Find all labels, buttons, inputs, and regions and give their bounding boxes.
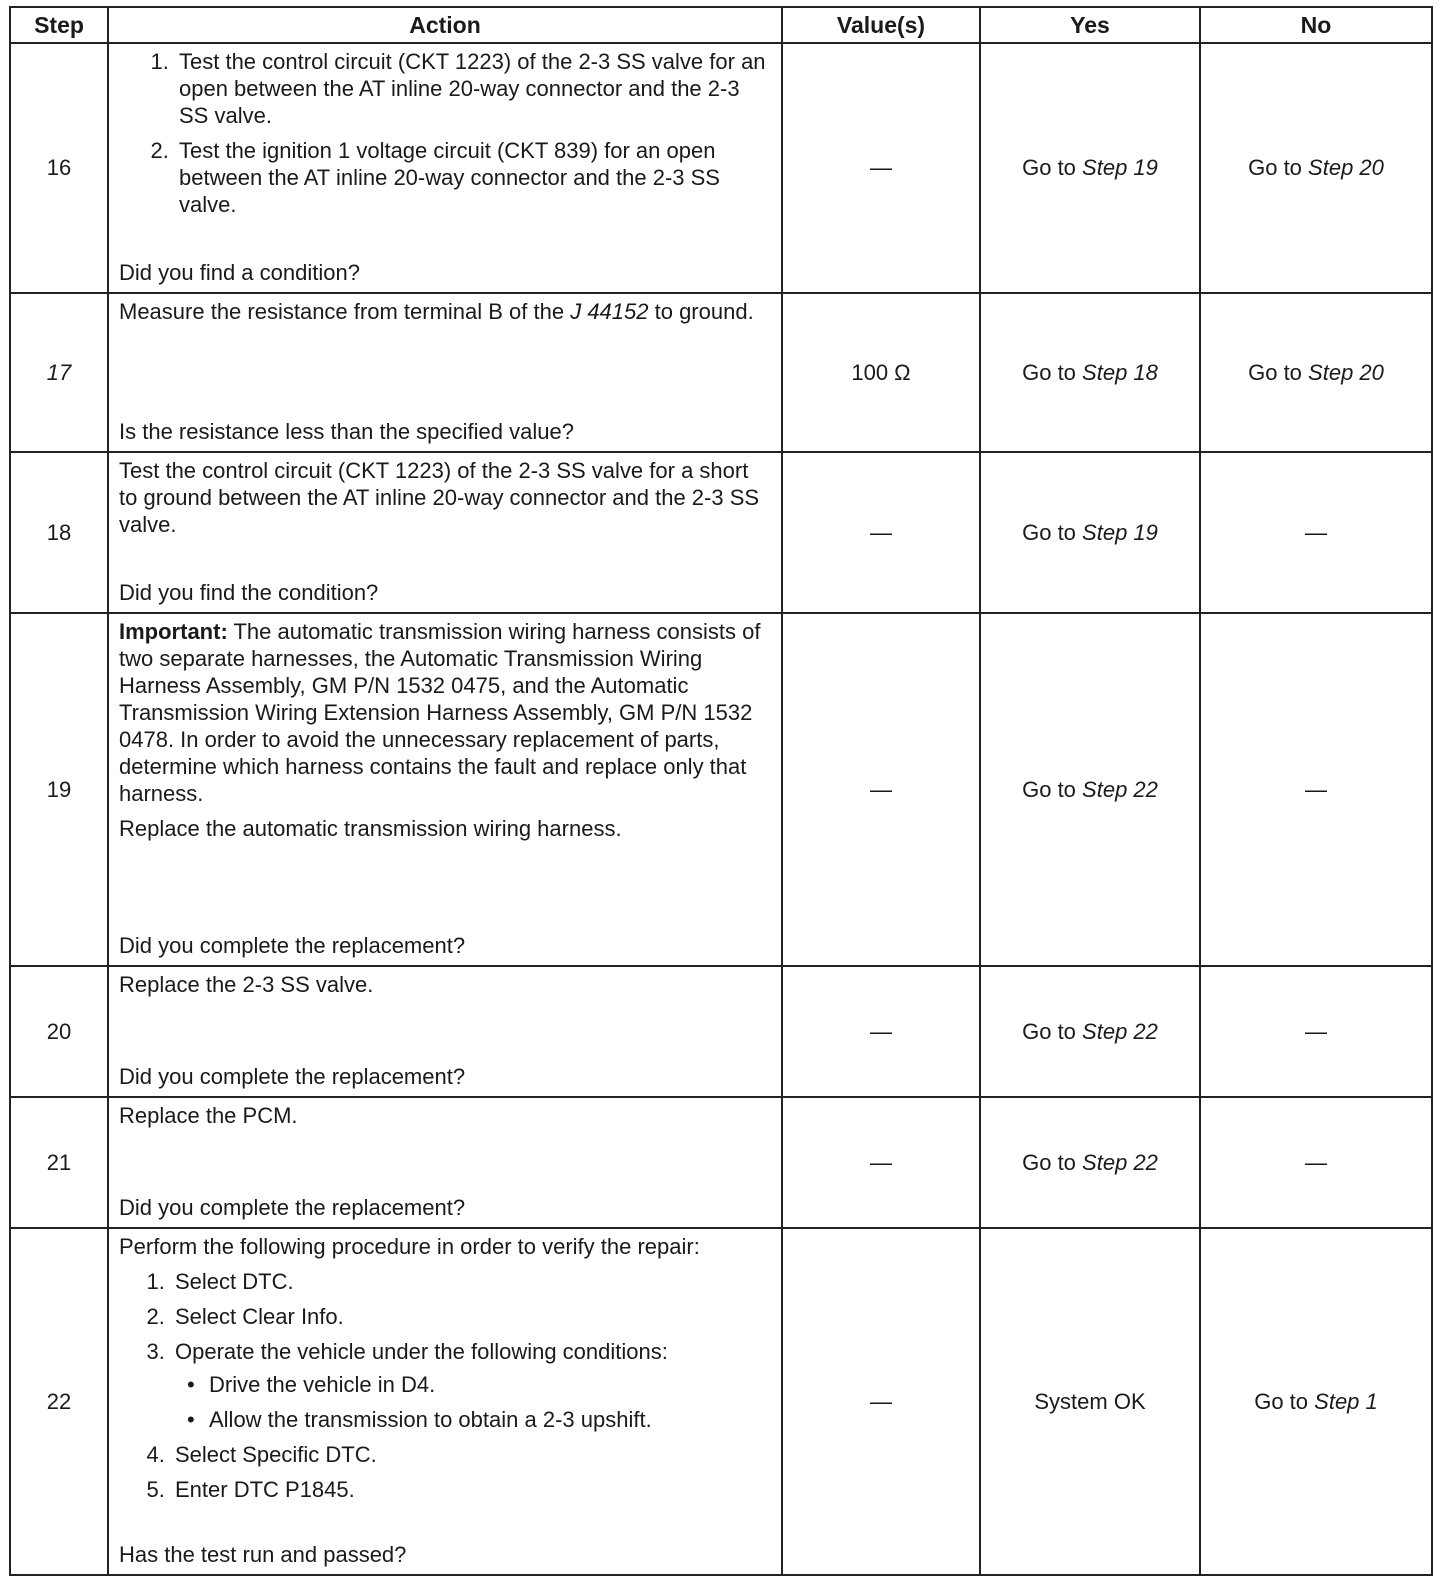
action-intro: Perform the following procedure in order to verify the repair: — [119, 1234, 700, 1259]
action-steps — [119, 48, 771, 218]
step-reference: Step 1 — [1314, 1388, 1378, 1414]
bullet-item: • Allow the transmission to obtain a 2-3 upshift. — [205, 1406, 771, 1433]
diagnostic-table — [9, 6, 1433, 1576]
action-cell — [108, 293, 782, 452]
step-number: 20 — [10, 966, 108, 1097]
action-body — [119, 618, 771, 850]
tool-reference: J 44152 — [570, 299, 649, 324]
value-cell: — — [782, 1097, 980, 1228]
step-reference: Step 22 — [1082, 1018, 1158, 1044]
value-cell: — — [782, 452, 980, 613]
no-cell — [1200, 293, 1432, 452]
list-item — [171, 1338, 771, 1433]
action-cell — [108, 452, 782, 613]
important-text: The automatic transmission wiring harness consists of two separate harnesses, the Automatic Transmission Wiring Harness Assembly, GM P/N 1532 0475, and the Automatic Transmission Wiring Extension Harness Assembly, GM P/N 1532 0478. In order to avoid the unnecessary replacement of parts, determine which harness contains the fault and replace only that harness. — [119, 619, 761, 806]
value-cell: 100 Ω — [782, 293, 980, 452]
go-to-label: Go to — [1022, 155, 1076, 180]
header-step: Step — [10, 7, 108, 43]
action-cell — [108, 613, 782, 966]
yes-cell — [980, 966, 1200, 1097]
action-question: Did you find the condition? — [119, 580, 379, 605]
step-number: 22 — [10, 1228, 108, 1575]
step-number: 17 — [10, 293, 108, 452]
action-text: Replace the 2-3 SS valve. — [119, 972, 374, 997]
yes-cell: System OK — [980, 1228, 1200, 1575]
list-item: 4. Select Specific DTC. — [171, 1441, 771, 1468]
no-cell: — — [1200, 613, 1432, 966]
yes-cell — [980, 452, 1200, 613]
list-item: 2. Select Clear Info. — [171, 1303, 771, 1330]
list-item-text: Operate the vehicle under the following conditions: — [175, 1339, 668, 1364]
step-reference: Step 19 — [1082, 155, 1158, 180]
no-cell — [1200, 1228, 1432, 1575]
table-row — [10, 452, 1432, 613]
action-steps — [119, 1268, 771, 1503]
go-to-label: Go to — [1022, 359, 1076, 385]
no-cell: — — [1200, 966, 1432, 1097]
step-reference: Step 22 — [1082, 1149, 1158, 1175]
step-number: 19 — [10, 613, 108, 966]
step-reference: Step 22 — [1082, 776, 1158, 802]
header-values: Value(s) — [782, 7, 980, 43]
action-text-part: Measure the resistance from terminal B of the — [119, 299, 571, 324]
action-question: Did you find a condition? — [119, 260, 360, 285]
value-cell: — — [782, 613, 980, 966]
table-row — [10, 1228, 1432, 1575]
action-cell — [108, 1097, 782, 1228]
go-to-label: Go to — [1022, 519, 1076, 545]
important-note — [119, 618, 771, 807]
action-question: Is the resistance less than the specified value? — [119, 419, 574, 444]
step-reference: Step 18 — [1082, 359, 1158, 385]
condition-bullets — [175, 1371, 771, 1433]
go-to-label: Go to — [1022, 1018, 1076, 1044]
table-row — [10, 613, 1432, 966]
step-reference: Step 19 — [1082, 519, 1158, 545]
step-number: 21 — [10, 1097, 108, 1228]
action-cell — [108, 966, 782, 1097]
header-yes: Yes — [980, 7, 1200, 43]
table-row — [10, 1097, 1432, 1228]
list-item: 1. Select DTC. — [171, 1268, 771, 1295]
go-to-label: Go to — [1248, 155, 1302, 180]
yes-cell — [980, 613, 1200, 966]
yes-cell — [980, 1097, 1200, 1228]
table-row — [10, 966, 1432, 1097]
no-cell: — — [1200, 452, 1432, 613]
value-cell: — — [782, 1228, 980, 1575]
table-row — [10, 293, 1432, 452]
action-text: Test the control circuit (CKT 1223) of the 2-3 SS valve for a short to ground between the AT inline 20-way connector and the 2-3 SS valve. — [119, 458, 760, 537]
step-reference: Step 20 — [1308, 155, 1384, 180]
action-text-part: to ground. — [648, 299, 754, 324]
list-item: 1. Test the control circuit (CKT 1223) of the 2-3 SS valve for an open between the AT inline 20-way connector and the 2-3 SS valve. — [175, 48, 771, 129]
go-to-label: Go to — [1022, 776, 1076, 802]
action-text: Replace the automatic transmission wiring harness. — [119, 816, 622, 841]
no-cell — [1200, 43, 1432, 293]
step-number: 16 — [10, 43, 108, 293]
header-no: No — [1200, 7, 1432, 43]
yes-cell — [980, 43, 1200, 293]
go-to-label: Go to — [1022, 1149, 1076, 1175]
bullet-item: • Drive the vehicle in D4. — [205, 1371, 771, 1398]
list-item: 2. Test the ignition 1 voltage circuit (CKT 839) for an open between the AT inline 20-way connector and the 2-3 SS valve. — [175, 137, 771, 218]
action-cell — [108, 43, 782, 293]
action-question: Has the test run and passed? — [119, 1542, 407, 1567]
value-cell — [782, 43, 980, 293]
value-cell: — — [782, 966, 980, 1097]
action-question: Did you complete the replacement? — [119, 933, 466, 958]
important-label: Important: — [119, 619, 228, 644]
table-row — [10, 43, 1432, 293]
action-text: Replace the PCM. — [119, 1103, 298, 1128]
step-number: 18 — [10, 452, 108, 613]
action-body — [119, 1233, 771, 1503]
go-to-label: Go to — [1254, 1388, 1309, 1414]
action-question: Did you complete the replacement? — [119, 1064, 466, 1089]
action-text — [119, 298, 771, 325]
go-to-label: Go to — [1248, 359, 1302, 385]
header-action: Action — [108, 7, 782, 43]
action-question: Did you complete the replacement? — [119, 1195, 466, 1220]
value-dash: — — [870, 155, 892, 180]
list-item: 5. Enter DTC P1845. — [171, 1476, 771, 1503]
yes-cell — [980, 293, 1200, 452]
no-cell: — — [1200, 1097, 1432, 1228]
action-cell — [108, 1228, 782, 1575]
header-row — [10, 7, 1432, 43]
step-reference: Step 20 — [1308, 359, 1384, 385]
